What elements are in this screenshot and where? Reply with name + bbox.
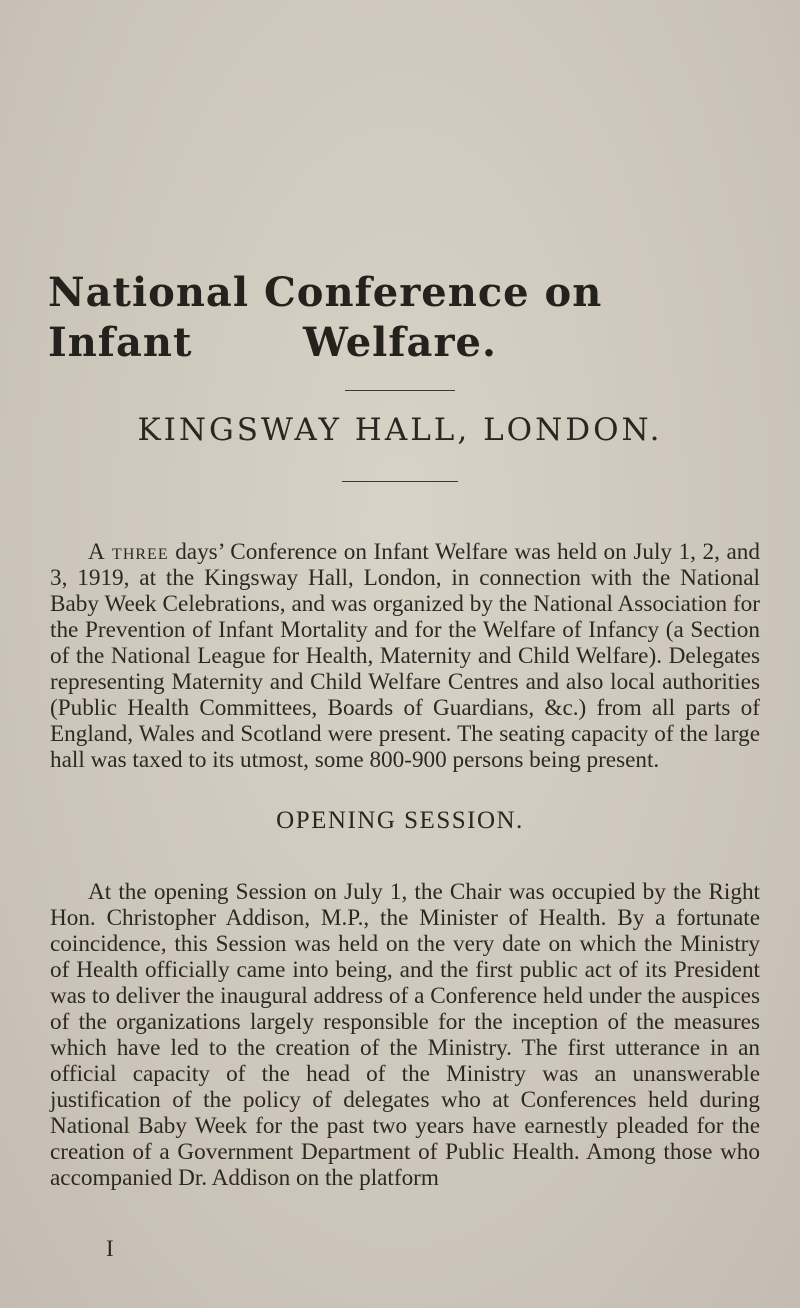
page-number: I [106, 1236, 114, 1261]
venue-divider [342, 481, 458, 482]
document-title-line-1: National Conference on Infant [48, 269, 603, 366]
intro-lead-word: A three [88, 539, 169, 566]
title-divider [345, 390, 455, 391]
intro-paragraph [50, 539, 760, 773]
venue-heading: KINGSWAY HALL, LONDON. [137, 412, 663, 448]
document-title-line-2: Welfare. [303, 319, 497, 366]
section-heading: OPENING SESSION. [276, 807, 524, 834]
section-text: At the opening Session on July 1, the Chair was occupied by the Right Hon. Christopher Addison, M.P., the Minister of Health. By a fortunate coincidence, this Session was held on the very date on which the Ministry of Health officially came into being, and the first public act of its President was to deliver the inaugural address of a Conference held under the auspices of the organizations largely responsible for the inception of the measures which have led to the creation of the Ministry. The first utterance in an official capacity of the head of the Ministry was an unanswerable justification of the policy of delegates who at Conferences held during National Baby Week for the past two years have earnestly pleaded for the creation of a Government Department of Public Health. Among those who accompanied Dr. Addison on the platform [50, 879, 760, 1192]
section-paragraph [50, 879, 760, 1191]
intro-text: days’ Conference on Infant Welfare was held on July 1, 2, and 3, 1919, at the Kingsway Hall, London, in connection with the National Baby Week Celebrations, and was organized by the National Association for the Prevention of Infant Mortality and for the Welfare of Infancy (a Section of the National League for Health, Maternity and Child Welfare). Delegates representing Maternity and Child Welfare Centres and also local authorities (Public Health Committees, Boards of Guardians, &c.) from all parts of England, Wales and Scotland were present. The seating capacity of the large hall was taxed to its utmost, some 800-900 persons being present. [50, 539, 760, 774]
